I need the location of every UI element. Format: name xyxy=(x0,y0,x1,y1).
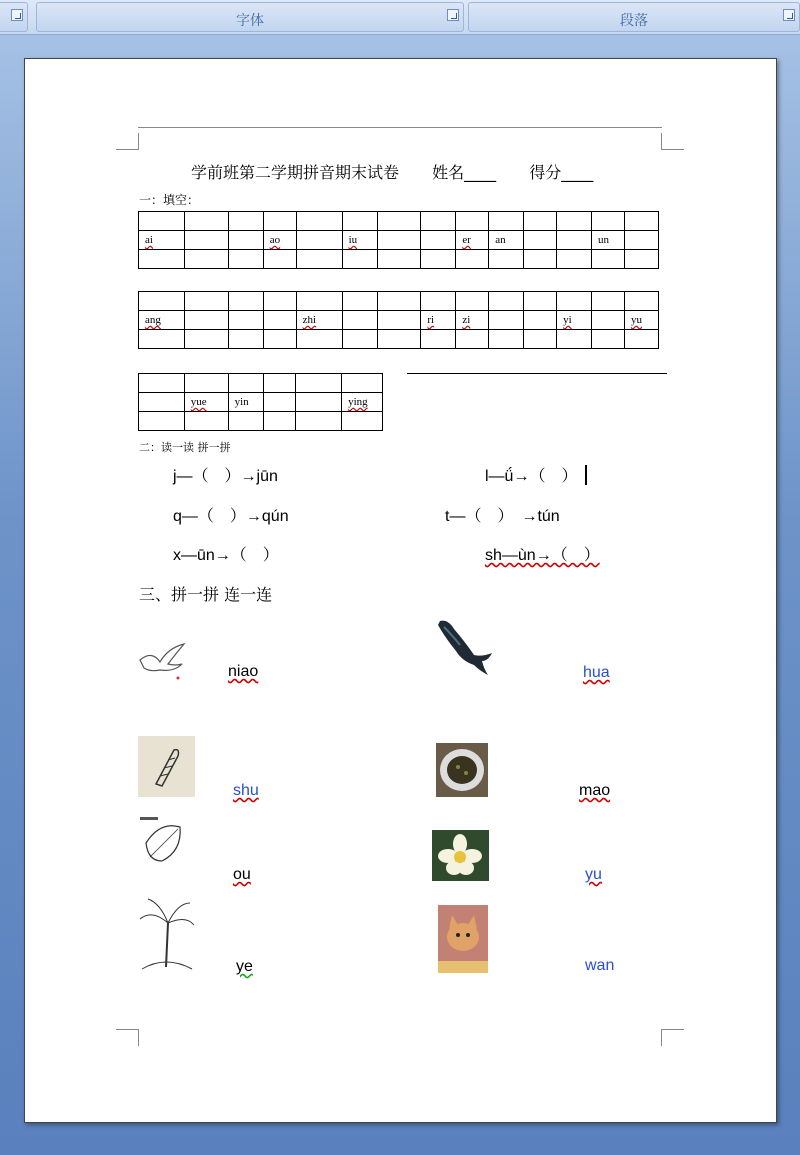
pinyin-word: niao xyxy=(228,663,259,680)
table-cell: ao xyxy=(263,231,296,250)
table-cell: an xyxy=(489,231,524,250)
table-cell: er xyxy=(456,231,489,250)
pinyin-word: mao xyxy=(579,782,611,799)
table-cell: un xyxy=(592,231,625,250)
fish-picture xyxy=(432,617,496,679)
table-row xyxy=(139,231,659,250)
exercise-item: j—（ ）→jūn xyxy=(173,468,278,485)
clipboard-launcher-icon[interactable] xyxy=(11,9,23,21)
fill-table-1 xyxy=(138,211,659,269)
crop-mark-bottom-left xyxy=(116,1029,139,1046)
pinyin-word: yu xyxy=(585,866,602,883)
table-cell: yi xyxy=(557,311,592,330)
pinyin-word: ye xyxy=(236,958,253,975)
table-row xyxy=(139,393,383,412)
rule-line xyxy=(407,373,667,374)
table-cell: ying xyxy=(342,393,383,412)
text-cursor xyxy=(585,465,587,485)
score-field: 得分____ xyxy=(529,163,594,182)
table-cell: yu xyxy=(624,311,658,330)
table-row xyxy=(139,374,383,393)
exercise-item: x—ūn→（ ） xyxy=(173,547,279,564)
ribbon-group-font xyxy=(36,2,464,32)
table-row xyxy=(139,412,383,431)
crop-mark-top-right xyxy=(661,133,684,150)
table-cell: yin xyxy=(228,393,263,412)
table-cell: ri xyxy=(421,311,456,330)
exercise-item: sh—ùn→（ ） xyxy=(485,547,600,564)
table-row xyxy=(139,330,659,349)
table-cell: ang xyxy=(139,311,185,330)
ribbon-group-paragraph xyxy=(468,2,800,32)
ribbon-bar xyxy=(0,0,800,35)
crop-mark-top-left xyxy=(116,133,139,150)
exercise-item: l—ǘ→（ ） xyxy=(485,463,587,486)
section1-heading: 一：填空： xyxy=(139,193,200,207)
pinyin-word: wan xyxy=(585,957,615,974)
page-title: 学前班第二学期拼音期末试卷 xyxy=(191,163,400,182)
header-line xyxy=(138,127,662,128)
fill-table-3 xyxy=(138,373,383,431)
table-row xyxy=(139,250,659,269)
table-row xyxy=(139,292,659,311)
flower-picture xyxy=(432,830,489,881)
table-cell: zhi xyxy=(296,311,342,330)
table-row xyxy=(139,212,659,231)
paragraph-group-label: 段落 xyxy=(620,13,648,29)
pinyin-word: hua xyxy=(583,664,610,681)
pinyin-word: ou xyxy=(233,866,251,883)
cat-food-picture xyxy=(436,743,488,797)
table-cell: yue xyxy=(184,393,228,412)
font-dialog-launcher-icon[interactable] xyxy=(447,9,459,21)
exercise-item: q—（ ）→qún xyxy=(173,508,289,525)
palm-tree-picture xyxy=(138,895,195,975)
paragraph-dialog-launcher-icon[interactable] xyxy=(783,9,795,21)
corn-picture xyxy=(138,736,195,797)
table-cell: ai xyxy=(139,231,185,250)
document-page[interactable] xyxy=(24,58,777,1123)
table-cell: iu xyxy=(342,231,377,250)
pinyin-word: shu xyxy=(233,782,259,799)
table-row xyxy=(139,311,659,330)
section3-heading: 三、拼一拼 连一连 xyxy=(139,585,273,604)
name-field: 姓名____ xyxy=(432,163,497,182)
fill-table-2 xyxy=(138,291,659,349)
bird-picture xyxy=(138,642,188,682)
leaf-picture xyxy=(138,817,196,881)
section2-heading: 二：读一读 拼一拼 xyxy=(139,441,231,454)
ribbon-group-clipboard xyxy=(0,2,28,32)
title-row xyxy=(191,160,621,183)
table-cell: zi xyxy=(456,311,489,330)
kitten-picture xyxy=(438,905,488,973)
font-group-label: 字体 xyxy=(236,13,264,29)
exercise-item: t—（ ） →tún xyxy=(445,508,560,525)
crop-mark-bottom-right xyxy=(661,1029,684,1046)
